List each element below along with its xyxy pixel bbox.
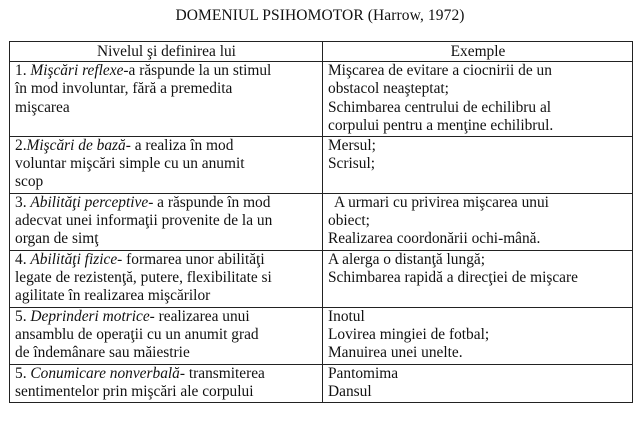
level-definition-cell xyxy=(10,364,323,402)
examples-cell xyxy=(323,307,633,364)
example-line: A urmari cu privirea mişcarea unui xyxy=(334,193,549,211)
examples-cell xyxy=(323,62,633,137)
document-title: DOMENIUL PSIHOMOTOR (Harrow, 1972) xyxy=(175,7,465,24)
level-number: 4. xyxy=(15,250,31,268)
definition-line: adecvat unei informaţii provenite de la un xyxy=(15,212,273,230)
level-term: Conumicare nonverbală xyxy=(30,364,180,382)
examples-cell xyxy=(323,364,633,402)
definition-text: - a realiza în mod xyxy=(125,136,234,154)
definition-line xyxy=(15,62,318,80)
level-definition-cell xyxy=(10,136,323,193)
example-line: Schimbarea rapidă a direcţiei de mişcare xyxy=(328,269,578,287)
level-definition-cell xyxy=(10,193,323,250)
definition-text: - realizarea unui xyxy=(149,307,250,325)
definition-text: - formarea unor abilităţi xyxy=(117,250,265,268)
example-line: Lovirea mingiei de fotbal; xyxy=(328,326,490,344)
table-header-row xyxy=(10,42,633,62)
definition-line: organ de simţ xyxy=(15,230,99,248)
definition-line: agilitate în realizarea mişcărilor xyxy=(15,287,211,305)
example-line: obstacol neaşteptat; xyxy=(328,80,449,98)
table-row xyxy=(10,250,633,307)
example-line: Inotul xyxy=(328,307,365,325)
level-definition-cell xyxy=(10,250,323,307)
definition-line: în mod involuntar, fără a premedita xyxy=(15,80,233,98)
definition-line: mişcarea xyxy=(15,98,70,116)
example-line: Schimbarea centrului de echilibru al xyxy=(328,98,552,116)
definition-line: voluntar mişcări simple cu un anumit xyxy=(15,155,245,173)
examples-cell xyxy=(323,136,633,193)
definition-line xyxy=(15,308,318,326)
level-number: 1. xyxy=(15,62,31,79)
example-line: Dansul xyxy=(328,383,372,401)
definition-line: de îndemânare sau măiestrie xyxy=(15,344,190,362)
table-row xyxy=(10,193,633,250)
level-number: 3. xyxy=(15,193,31,211)
examples-cell xyxy=(323,250,633,307)
definition-line xyxy=(15,251,318,269)
definition-text: - transmiterea xyxy=(179,364,265,382)
definition-text: -a răspunde la un stimul xyxy=(123,62,272,79)
definition-text: - a răspunde în mod xyxy=(148,193,271,211)
example-line: Realizarea coordonării ochi-mână. xyxy=(328,230,541,248)
example-line: obiect; xyxy=(328,212,370,230)
definition-line: ansamblu de operaţii cu un anumit grad xyxy=(15,326,259,344)
definition-line xyxy=(15,365,318,383)
header-level-definition: Nivelul şi definirea lui xyxy=(10,42,323,62)
definition-line xyxy=(15,194,318,212)
level-term: Abilităţi perceptive xyxy=(30,193,149,211)
level-definition-cell xyxy=(10,62,323,137)
definition-line: legate de rezistenţă, putere, flexibilitate si xyxy=(15,269,272,287)
example-line: Manuirea unei unelte. xyxy=(328,344,463,362)
level-term: Abilităţi fizice xyxy=(30,250,118,268)
example-line: Mişcarea de evitare a ciocnirii de un xyxy=(328,62,552,79)
table-row xyxy=(10,307,633,364)
examples-cell xyxy=(323,193,633,250)
level-number: 5. xyxy=(15,307,31,325)
level-number: 5. xyxy=(15,364,31,382)
example-line: A alerga o distanţă lungă; xyxy=(328,250,486,268)
example-line: Scrisul; xyxy=(328,155,376,173)
example-line: Mersul; xyxy=(328,136,376,154)
definition-line: sentimentelor prin mişcări ale corpului xyxy=(15,383,254,401)
definition-line xyxy=(15,137,318,155)
table-row xyxy=(10,364,633,402)
table-row xyxy=(10,62,633,137)
table-row xyxy=(10,136,633,193)
example-line: corpului pentru a menţine echilibrul. xyxy=(328,117,554,135)
level-definition-cell xyxy=(10,307,323,364)
level-number: 2. xyxy=(15,136,27,154)
header-examples: Exemple xyxy=(323,42,633,62)
psychomotor-domain-table xyxy=(9,41,633,403)
level-term: Mişcări reflexe xyxy=(30,62,124,79)
example-line: Pantomima xyxy=(328,364,399,382)
level-term: Deprinderi motrice xyxy=(30,307,150,325)
definition-line: scop xyxy=(15,173,44,191)
level-term: Mişcări de bază xyxy=(26,136,126,154)
